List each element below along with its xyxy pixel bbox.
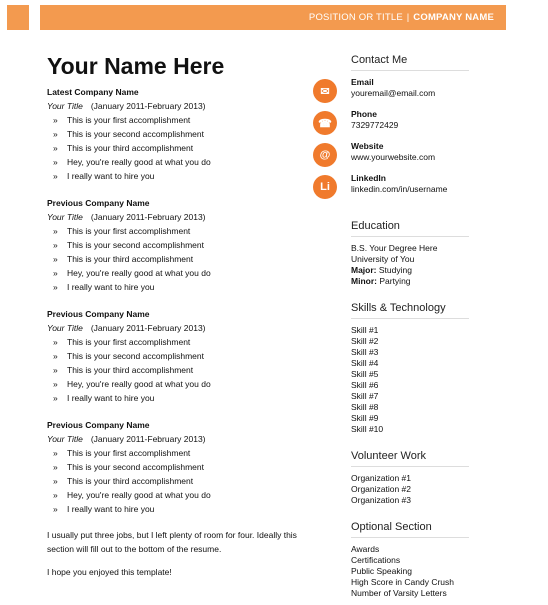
accomplishment-item bbox=[47, 113, 317, 127]
job-entry bbox=[47, 419, 317, 516]
accomplishment-list bbox=[47, 446, 317, 516]
accomplishment-text: This is your second accomplishment bbox=[67, 240, 205, 250]
contact-label: Email bbox=[351, 77, 374, 87]
major-value: Studying bbox=[378, 265, 412, 275]
contact-label: Website bbox=[351, 141, 384, 151]
skills-section bbox=[351, 301, 469, 435]
job-dates: (January 2011-February 2013) bbox=[90, 434, 206, 444]
contact-value: www.yourwebsite.com bbox=[351, 152, 436, 162]
contact-label: Phone bbox=[351, 109, 377, 119]
contact-list bbox=[318, 77, 469, 205]
accomplishment-item bbox=[47, 238, 317, 252]
school: University of You bbox=[351, 254, 415, 264]
contact-value: linkedin.com/in/username bbox=[351, 184, 448, 194]
resume-name: Your Name Here bbox=[47, 53, 225, 79]
volunteer-item: Organization #1 bbox=[351, 473, 412, 483]
accomplishment-item bbox=[47, 155, 317, 169]
company-name: Previous Company Name bbox=[47, 198, 150, 208]
accomplishment-text: This is your third accomplishment bbox=[67, 143, 194, 153]
bullet-marker: » bbox=[53, 351, 58, 361]
accomplishment-item bbox=[47, 363, 317, 377]
accomplishment-text: I really want to hire you bbox=[67, 504, 155, 514]
volunteer-heading: Volunteer Work bbox=[351, 449, 469, 467]
skill-item: Skill #6 bbox=[351, 380, 379, 390]
bullet-marker: » bbox=[53, 379, 58, 389]
accomplishment-item bbox=[47, 460, 317, 474]
job-title-line bbox=[47, 321, 317, 335]
accomplishment-item bbox=[47, 224, 317, 238]
accomplishment-text: This is your second accomplishment bbox=[67, 129, 205, 139]
optional-item: High Score in Candy Crush bbox=[351, 577, 454, 587]
skill-item: Skill #8 bbox=[351, 402, 379, 412]
accomplishment-text: This is your second accomplishment bbox=[67, 462, 205, 472]
job-dates: (January 2011-February 2013) bbox=[90, 212, 206, 222]
skills-list bbox=[351, 325, 469, 435]
bullet-marker: » bbox=[53, 504, 58, 514]
accomplishment-text: I really want to hire you bbox=[67, 282, 155, 292]
skill-item: Skill #3 bbox=[351, 347, 379, 357]
accomplishment-item bbox=[47, 335, 317, 349]
skill-item: Skill #4 bbox=[351, 358, 379, 368]
contact-item bbox=[320, 173, 469, 205]
volunteer-item: Organization #3 bbox=[351, 495, 412, 505]
bullet-marker: » bbox=[53, 462, 58, 472]
education-heading: Education bbox=[351, 219, 469, 237]
contact-value: 7329772429 bbox=[351, 120, 399, 130]
optional-item: Certifications bbox=[351, 555, 401, 565]
optional-item: Number of Varsity Letters bbox=[351, 588, 447, 598]
closing-note: I usually put three jobs, but I left plenty of room for four. Ideally this section will fill out to the bottom of the resume. bbox=[47, 530, 297, 554]
job-title-line bbox=[47, 99, 317, 113]
bullet-marker: » bbox=[53, 490, 58, 500]
bullet-marker: » bbox=[53, 240, 58, 250]
job-title: Your Title bbox=[47, 323, 83, 333]
major-line bbox=[351, 265, 469, 276]
degree: B.S. Your Degree Here bbox=[351, 243, 438, 253]
bullet-marker: » bbox=[53, 448, 58, 458]
job-entry bbox=[47, 86, 317, 183]
accomplishment-text: Hey, you're really good at what you do bbox=[67, 157, 211, 167]
accomplishment-item bbox=[47, 266, 317, 280]
job-title-line bbox=[47, 210, 317, 224]
header-accent-block bbox=[7, 5, 29, 30]
job-title-line bbox=[47, 432, 317, 446]
bullet-marker: » bbox=[53, 268, 58, 278]
accomplishment-list bbox=[47, 335, 317, 405]
optional-list bbox=[351, 544, 469, 599]
accomplishment-item bbox=[47, 280, 317, 294]
accomplishment-text: This is your first accomplishment bbox=[67, 337, 191, 347]
job-title: Your Title bbox=[47, 212, 83, 222]
accomplishment-text: This is your first accomplishment bbox=[67, 226, 191, 236]
optional-section bbox=[351, 520, 469, 599]
job-entry bbox=[47, 197, 317, 294]
optional-item: Public Speaking bbox=[351, 566, 412, 576]
phone-icon: ☎ bbox=[313, 111, 337, 135]
contact-label: LinkedIn bbox=[351, 173, 386, 183]
skill-item: Skill #7 bbox=[351, 391, 379, 401]
accomplishment-list bbox=[47, 224, 317, 294]
header-company: COMPANY NAME bbox=[413, 12, 494, 23]
accomplishment-item bbox=[47, 488, 317, 502]
header-position: POSITION OR TITLE bbox=[308, 12, 403, 23]
bullet-marker: » bbox=[53, 337, 58, 347]
contact-section bbox=[318, 53, 469, 205]
accomplishment-text: This is your second accomplishment bbox=[67, 351, 205, 361]
accomplishment-text: This is your third accomplishment bbox=[67, 365, 194, 375]
bullet-marker: » bbox=[53, 254, 58, 264]
accomplishment-item bbox=[47, 141, 317, 155]
bullet-marker: » bbox=[53, 171, 58, 181]
job-title: Your Title bbox=[47, 434, 83, 444]
accomplishment-text: Hey, you're really good at what you do bbox=[67, 268, 211, 278]
major-label: Major: bbox=[351, 265, 377, 275]
optional-item: Awards bbox=[351, 544, 380, 554]
optional-heading: Optional Section bbox=[351, 520, 469, 538]
company-name: Latest Company Name bbox=[47, 87, 139, 97]
bullet-marker: » bbox=[53, 157, 58, 167]
contact-item bbox=[319, 141, 469, 173]
accomplishment-text: This is your third accomplishment bbox=[67, 476, 194, 486]
minor-value: Partying bbox=[379, 276, 411, 286]
accomplishment-text: This is your third accomplishment bbox=[67, 254, 194, 264]
bullet-marker: » bbox=[53, 365, 58, 375]
accomplishment-text: I really want to hire you bbox=[67, 393, 155, 403]
contact-heading: Contact Me bbox=[351, 53, 469, 71]
skills-heading: Skills & Technology bbox=[351, 301, 469, 319]
accomplishment-text: Hey, you're really good at what you do bbox=[67, 490, 211, 500]
job-dates: (January 2011-February 2013) bbox=[90, 101, 206, 111]
skill-item: Skill #5 bbox=[351, 369, 379, 379]
skill-item: Skill #1 bbox=[351, 325, 379, 335]
volunteer-list bbox=[351, 473, 469, 506]
accomplishment-item bbox=[47, 446, 317, 460]
at-sign-icon: @ bbox=[313, 143, 337, 167]
main-column bbox=[47, 52, 317, 590]
education-section bbox=[351, 219, 469, 287]
skill-item: Skill #2 bbox=[351, 336, 379, 346]
accomplishment-item bbox=[47, 474, 317, 488]
volunteer-item: Organization #2 bbox=[351, 484, 412, 494]
accomplishment-item bbox=[47, 391, 317, 405]
linkedin-icon: Li bbox=[313, 175, 337, 199]
experience-list bbox=[47, 86, 317, 516]
job-title: Your Title bbox=[47, 101, 83, 111]
accomplishment-text: This is your first accomplishment bbox=[67, 448, 191, 458]
bullet-marker: » bbox=[53, 143, 58, 153]
bullet-marker: » bbox=[53, 226, 58, 236]
bullet-marker: » bbox=[53, 282, 58, 292]
header-separator: | bbox=[406, 12, 410, 23]
company-name: Previous Company Name bbox=[47, 420, 150, 430]
header-bar bbox=[40, 5, 506, 30]
bullet-marker: » bbox=[53, 393, 58, 403]
accomplishment-item bbox=[47, 127, 317, 141]
accomplishment-list bbox=[47, 113, 317, 183]
contact-item bbox=[318, 109, 469, 141]
closing-thanks: I hope you enjoyed this template! bbox=[47, 567, 172, 577]
company-name: Previous Company Name bbox=[47, 309, 150, 319]
sidebar bbox=[318, 53, 469, 605]
contact-item bbox=[320, 77, 469, 109]
accomplishment-item bbox=[47, 349, 317, 363]
volunteer-section bbox=[351, 449, 469, 506]
skill-item: Skill #9 bbox=[351, 413, 379, 423]
job-dates: (January 2011-February 2013) bbox=[90, 323, 206, 333]
job-entry bbox=[47, 308, 317, 405]
bullet-marker: » bbox=[53, 115, 58, 125]
minor-label: Minor: bbox=[351, 276, 377, 286]
accomplishment-item bbox=[47, 502, 317, 516]
accomplishment-text: I really want to hire you bbox=[67, 171, 155, 181]
contact-value: youremail@email.com bbox=[351, 88, 436, 98]
accomplishment-item bbox=[47, 252, 317, 266]
skill-item: Skill #10 bbox=[351, 424, 384, 434]
accomplishment-item bbox=[47, 377, 317, 391]
bullet-marker: » bbox=[53, 129, 58, 139]
accomplishment-text: This is your first accomplishment bbox=[67, 115, 191, 125]
accomplishment-text: Hey, you're really good at what you do bbox=[67, 379, 211, 389]
envelope-icon: ✉ bbox=[313, 79, 337, 103]
minor-line bbox=[351, 276, 469, 287]
bullet-marker: » bbox=[53, 476, 58, 486]
accomplishment-item bbox=[47, 169, 317, 183]
